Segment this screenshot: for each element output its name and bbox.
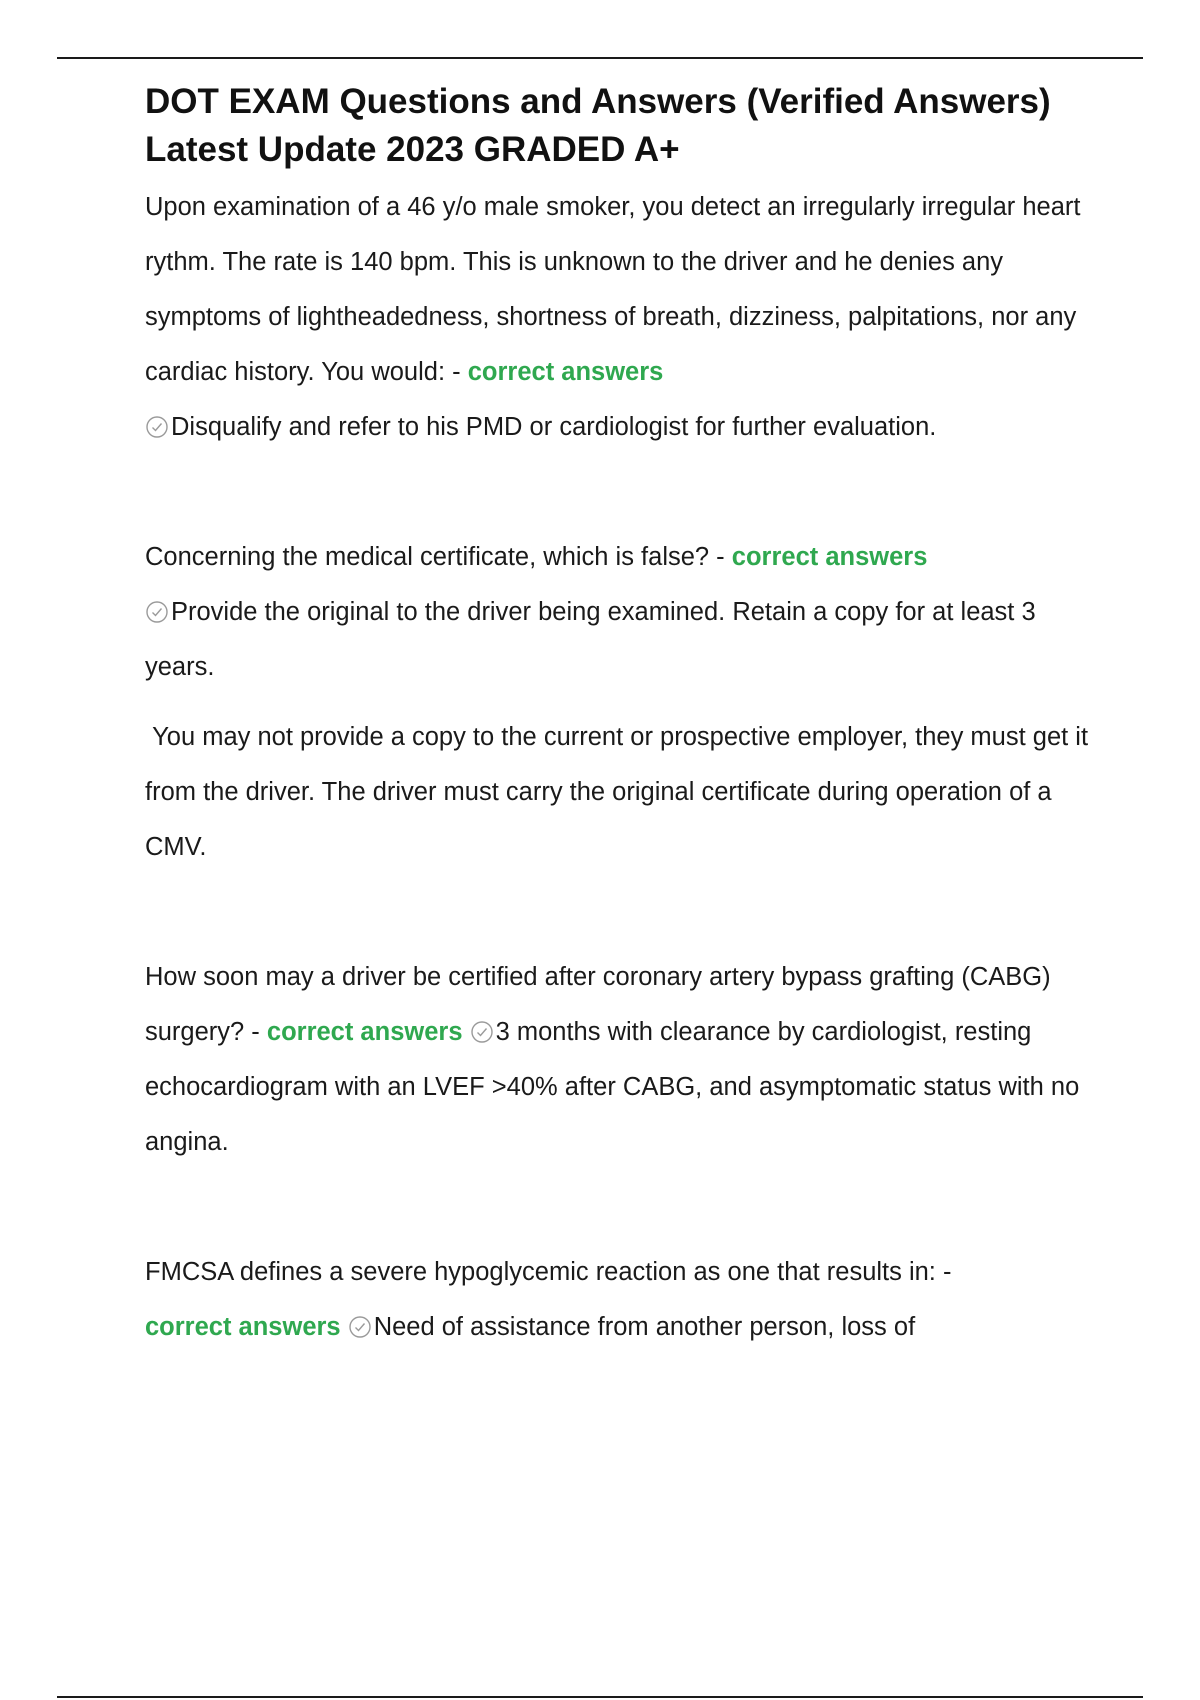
check-circle-icon — [470, 1020, 494, 1044]
document-body — [145, 78, 1105, 1355]
bottom-rule — [57, 1696, 1143, 1698]
question-text: How soon may a driver be certified after coronary artery bypass grafting (CABG) surgery? - — [145, 963, 1051, 1046]
answer-continuation: You may not provide a copy to the current or prospective employer, they must get it from the driver. The driver must carry the original certificate during operation of a CMV. — [145, 723, 1096, 861]
correct-answers-label: correct answers — [145, 1313, 341, 1341]
question-text: Concerning the medical certificate, which is false? - — [145, 543, 725, 571]
check-circle-icon — [145, 415, 169, 439]
qa-item-4 — [145, 1245, 1105, 1355]
qa-item-3 — [145, 950, 1105, 1170]
qa-item-2 — [145, 530, 1105, 695]
correct-answers-label: correct answers — [266, 1018, 463, 1046]
correct-answers-label: correct answers — [467, 358, 664, 386]
check-circle-icon — [145, 600, 169, 624]
page-title: DOT EXAM Questions and Answers (Verified Answers) Latest Update 2023 GRADED A+ — [145, 82, 1051, 169]
question-text: FMCSA defines a severe hypoglycemic reaction as one that results in: - — [145, 1258, 952, 1286]
qa-item-1 — [145, 180, 1105, 455]
answer-text: Disqualify and refer to his PMD or cardiologist for further evaluation. — [171, 413, 937, 441]
check-circle-icon — [348, 1315, 372, 1339]
answer-text: 3 months with clearance by cardiologist, resting echocardiogram with an LVEF >40% after CABG, and asymptomatic status with no angina. — [145, 1018, 1080, 1156]
answer-text: Provide the original to the driver being examined. Retain a copy for at least 3 years. — [145, 598, 1036, 681]
question-text: Upon examination of a 46 y/o male smoker, you detect an irregularly irregular heart rythm. The rate is 140 bpm. This is unknown to the driver and he denies any symptoms of lightheadedness, shortness of breath, dizziness, palpitations, nor any cardiac history. You would: - — [145, 193, 1081, 386]
top-rule — [57, 57, 1143, 59]
answer-text: Need of assistance from another person, loss of — [373, 1313, 916, 1341]
correct-answers-label: correct answers — [731, 543, 928, 571]
